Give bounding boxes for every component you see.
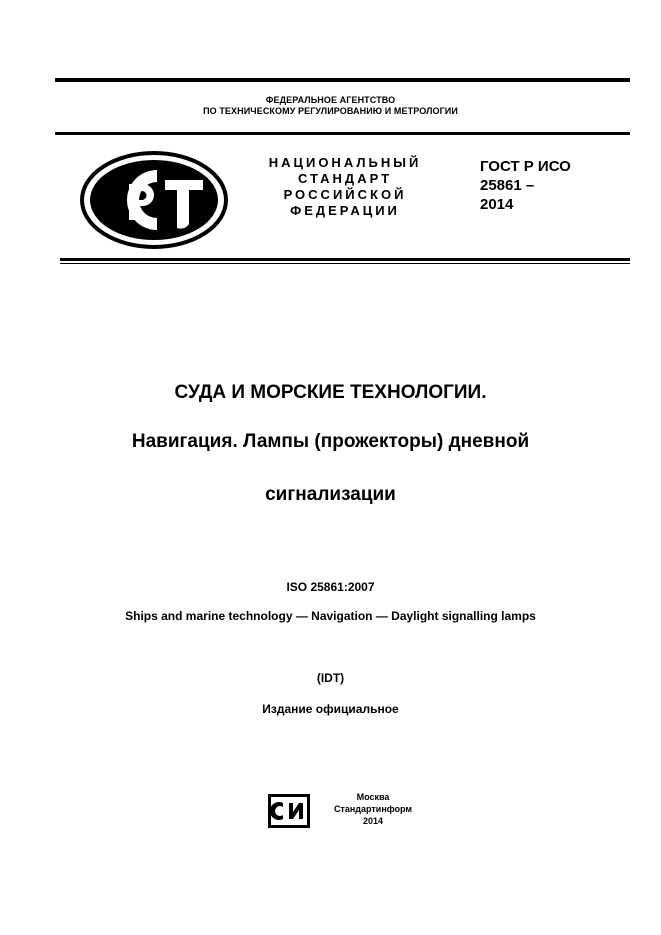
gost-designation (480, 157, 630, 214)
national-standard-label (250, 155, 440, 219)
national-line-3: РОССИЙСКОЙ (283, 187, 407, 202)
header-rule-thin (60, 263, 630, 264)
english-title: Ships and marine technology — Navigation — Daylight signalling lamps (125, 609, 536, 623)
publisher-name: Стандартинформ (333, 804, 413, 814)
publisher-city: Москва (356, 792, 390, 802)
agency-line-1: ФЕДЕРАЛЬНОЕ АГЕНТСТВО (265, 95, 396, 105)
title-line-1: СУДА И МОРСКИЕ ТЕХНОЛОГИИ. (174, 382, 487, 403)
identity-marker: (IDT) (316, 671, 345, 685)
gost-line-2: 25861 – (480, 177, 535, 194)
edition-label: Издание официальное (262, 702, 399, 716)
agency-line-2: ПО ТЕХНИЧЕСКОМУ РЕГУЛИРОВАНИЮ И МЕТРОЛОГИИ (203, 106, 458, 116)
top-rule (55, 78, 630, 82)
standartinform-logo-icon (267, 793, 311, 829)
rst-logo-icon (79, 150, 229, 250)
title-line-2: Навигация. Лампы (прожекторы) дневной (131, 431, 530, 452)
header-rule-thick (60, 258, 630, 261)
agency-name (0, 95, 661, 117)
national-line-1: НАЦИОНАЛЬНЫЙ (268, 155, 422, 170)
publisher-year: 2014 (362, 816, 384, 826)
publisher-block (318, 791, 428, 827)
gost-line-3: 2014 (480, 196, 514, 213)
title-line-3: сигнализации (265, 484, 396, 505)
agency-rule (55, 132, 630, 135)
national-line-4: ФЕДЕРАЦИИ (290, 203, 400, 218)
gost-line-1: ГОСТ Р ИСО (480, 158, 571, 175)
iso-number: ISO 25861:2007 (286, 580, 375, 594)
national-line-2: СТАНДАРТ (297, 171, 393, 186)
